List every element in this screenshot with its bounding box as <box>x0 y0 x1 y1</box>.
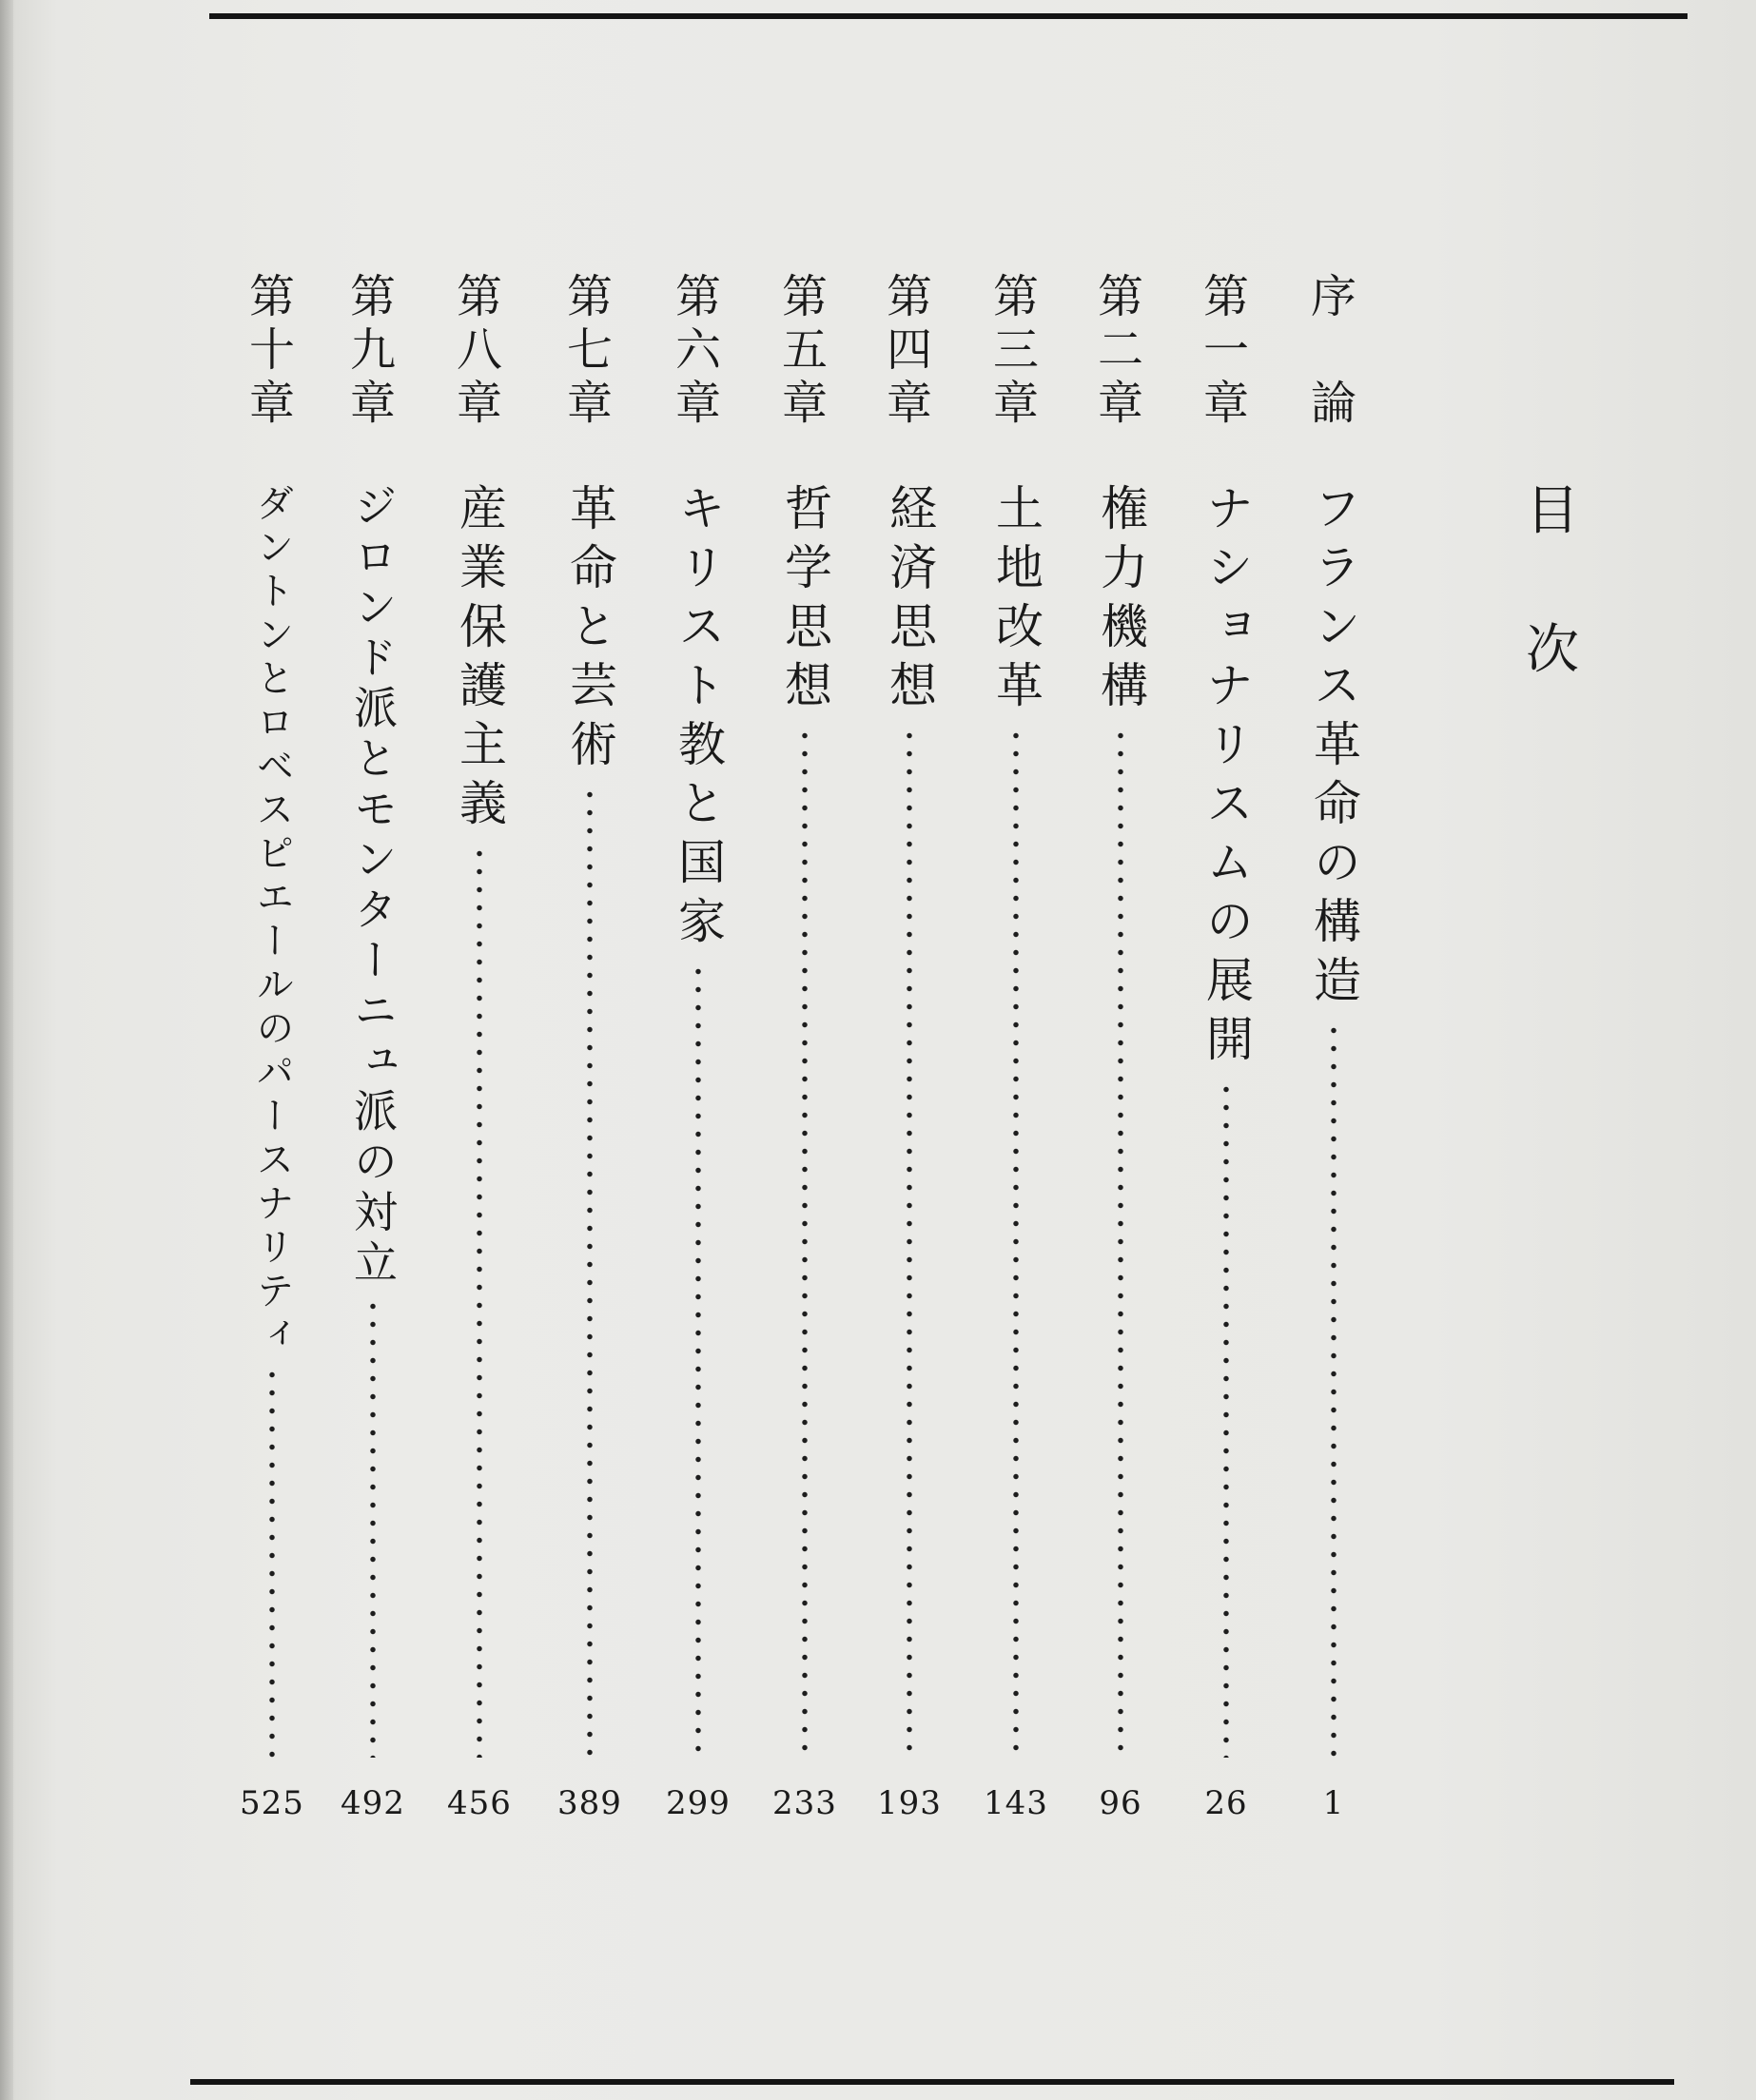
page-gutter-shadow <box>0 0 13 2100</box>
chapter-char: 五 <box>781 323 828 377</box>
entry-body <box>552 483 628 1758</box>
page-number: 1 <box>1322 1784 1345 1822</box>
chapter-char: 三 <box>992 323 1039 377</box>
page-number: 456 <box>447 1784 512 1822</box>
chapter-label <box>871 270 947 430</box>
dot-leader <box>1013 727 1019 1758</box>
chapter-label <box>234 270 310 430</box>
chapter-char: 第 <box>566 270 613 323</box>
chapter-label <box>978 270 1054 430</box>
toc-entry-chapter-8 <box>441 0 517 2100</box>
chapter-title: 経済思想 <box>882 483 937 719</box>
chapter-title: ナショナリスムの展開 <box>1199 483 1254 1073</box>
chapter-title: 革命と芸術 <box>562 483 617 778</box>
chapter-char: 第 <box>1097 270 1143 323</box>
chapter-char: 六 <box>674 323 721 377</box>
entry-body <box>767 483 843 1758</box>
chapter-char: 第 <box>781 270 828 323</box>
chapter-char: 章 <box>349 377 396 430</box>
chapter-title: 権力機構 <box>1093 483 1148 719</box>
chapter-char: 章 <box>781 377 828 430</box>
chapter-char: 章 <box>674 377 721 430</box>
chapter-label <box>335 270 411 430</box>
chapter-label <box>767 270 843 430</box>
dot-leader <box>695 962 701 1758</box>
entry-body <box>1188 483 1264 1758</box>
dot-leader <box>370 1297 376 1758</box>
chapter-label <box>1188 270 1264 430</box>
page-number: 96 <box>1099 1784 1142 1822</box>
toc-entry-chapter-7 <box>552 0 628 2100</box>
toc-entry-chapter-3 <box>978 0 1054 2100</box>
page-number: 143 <box>984 1784 1048 1822</box>
toc-entry-chapter-9 <box>335 0 411 2100</box>
top-rule <box>209 13 1688 19</box>
dot-leader <box>1223 1080 1229 1758</box>
chapter-char: 第 <box>886 270 932 323</box>
chapter-char: 第 <box>674 270 721 323</box>
chapter-char: 章 <box>1202 377 1249 430</box>
dot-leader <box>587 786 593 1758</box>
chapter-label <box>660 270 736 430</box>
dot-leader <box>477 845 482 1758</box>
chapter-title: 産業保護主義 <box>452 483 507 837</box>
chapter-char: 章 <box>566 377 613 430</box>
page-number: 492 <box>341 1784 405 1822</box>
dot-leader <box>802 727 808 1758</box>
dot-leader <box>269 1366 275 1758</box>
chapter-char: 章 <box>456 377 502 430</box>
chapter-label <box>1083 270 1159 430</box>
chapter-char: 九 <box>349 323 396 377</box>
chapter-char: 八 <box>456 323 502 377</box>
chapter-char: 第 <box>248 270 295 323</box>
toc-title-char: 目 <box>1526 480 1579 542</box>
toc-entry-chapter-5 <box>767 0 843 2100</box>
entry-body <box>660 483 736 1758</box>
entry-body <box>1083 483 1159 1758</box>
toc-entry-preface <box>1296 0 1372 2100</box>
entry-body <box>335 483 411 1758</box>
chapter-title: ジロンド派とモンターニュ派の対立 <box>347 483 399 1290</box>
toc-entry-chapter-4 <box>871 0 947 2100</box>
page-number: 26 <box>1204 1784 1248 1822</box>
page-number: 525 <box>240 1784 304 1822</box>
entry-body <box>978 483 1054 1758</box>
chapter-char: 四 <box>886 323 932 377</box>
chapter-char: 第 <box>456 270 502 323</box>
chapter-char: 一 <box>1202 323 1249 377</box>
chapter-char: 十 <box>248 323 295 377</box>
dot-leader <box>907 727 912 1758</box>
toc-entry-chapter-2 <box>1083 0 1159 2100</box>
chapter-char: 二 <box>1097 323 1143 377</box>
chapter-title: ダントンとロベスピエールのパースナリティ <box>250 483 294 1358</box>
chapter-char: 第 <box>992 270 1039 323</box>
chapter-char: 七 <box>566 323 613 377</box>
entry-body <box>234 483 310 1758</box>
chapter-char: 第 <box>1202 270 1249 323</box>
chapter-char: 章 <box>1097 377 1143 430</box>
toc-entry-chapter-6 <box>660 0 736 2100</box>
chapter-title: 土地改革 <box>988 483 1044 719</box>
toc-title <box>1518 480 1587 681</box>
dot-leader <box>1331 1021 1337 1758</box>
page-number: 233 <box>772 1784 837 1822</box>
toc-entry-chapter-10 <box>234 0 310 2100</box>
dot-leader <box>1118 727 1123 1758</box>
chapter-char: 章 <box>248 377 295 430</box>
entry-body <box>1296 483 1372 1758</box>
chapter-char: 章 <box>886 377 932 430</box>
page-number: 389 <box>557 1784 622 1822</box>
chapter-title: フランス革命の構造 <box>1306 483 1361 1014</box>
chapter-char: 序 <box>1310 270 1356 323</box>
chapter-label <box>552 270 628 430</box>
chapter-title: キリスト教と国家 <box>671 483 726 955</box>
chapter-char: 章 <box>992 377 1039 430</box>
chapter-char: 論 <box>1310 377 1356 430</box>
chapter-label <box>1296 270 1372 430</box>
toc-entry-chapter-1 <box>1188 0 1264 2100</box>
page-number: 193 <box>877 1784 942 1822</box>
chapter-title: 哲学思想 <box>777 483 832 719</box>
entry-body <box>871 483 947 1758</box>
page-number: 299 <box>666 1784 731 1822</box>
entry-body <box>441 483 517 1758</box>
chapter-char: 第 <box>349 270 396 323</box>
toc-title-char: 次 <box>1526 619 1579 681</box>
chapter-label <box>441 270 517 430</box>
